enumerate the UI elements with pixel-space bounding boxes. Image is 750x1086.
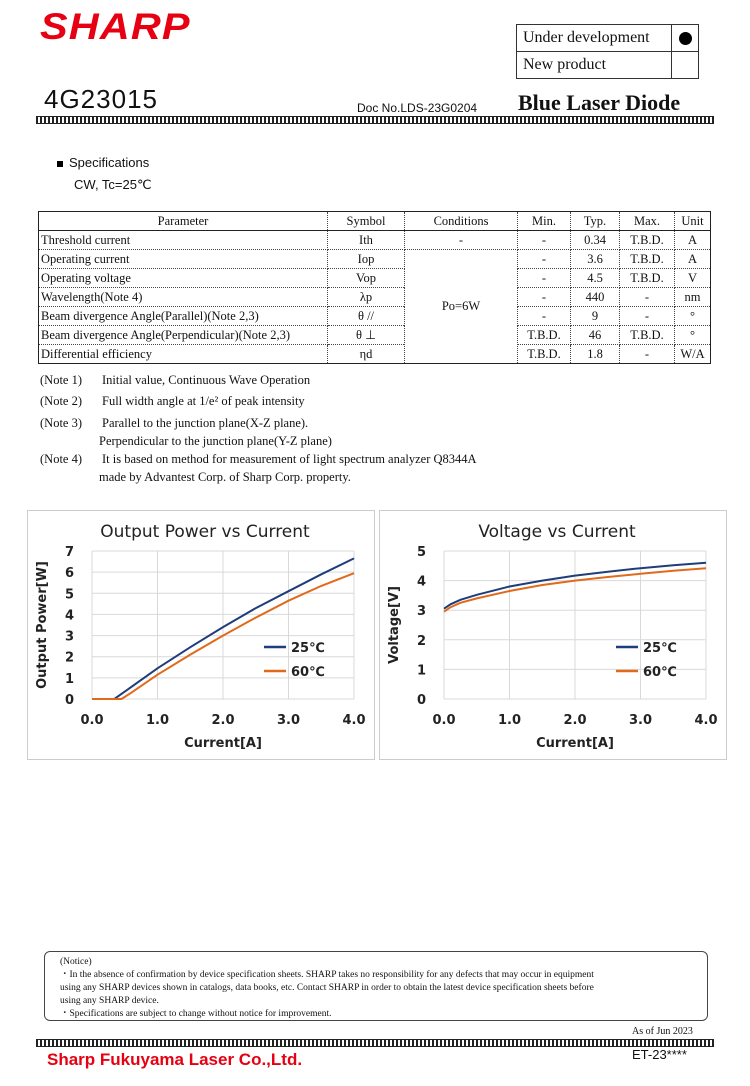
filled-circle-icon [679, 32, 692, 45]
max-cell: T.B.D. [620, 231, 675, 250]
notice-line: ・In the absence of confirmation by device specification sheets. SHARP takes no responsibility for any defects that may occur in equipment [60, 970, 594, 980]
typ-cell: 1.8 [571, 345, 620, 364]
typ-cell: 4.5 [571, 269, 620, 288]
x-tick-label: 1.0 [145, 713, 170, 728]
max-cell: - [620, 288, 675, 307]
y-axis-label: Voltage[V] [387, 586, 402, 664]
x-tick-label: 0.0 [432, 713, 456, 728]
y-tick-label: 4 [64, 608, 74, 624]
y-tick-label: 1 [416, 663, 426, 679]
min-cell: - [518, 307, 571, 326]
notice-line: ・Specifications are subject to change without notice for improvement. [60, 1009, 332, 1019]
note-1: (Note 1) Initial value, Continuous Wave Operation [40, 373, 311, 387]
y-tick-label: 3 [416, 604, 426, 620]
voltage-chart [379, 510, 727, 760]
notice-line: using any SHARP device. [60, 996, 159, 1006]
param-cell: Beam divergence Angle(Parallel)(Note 2,3) [39, 307, 328, 326]
status-row-under-development [517, 25, 699, 52]
legend-label: 60℃ [643, 665, 677, 680]
param-cell: Beam divergence Angle(Perpendicular)(Note 2,3) [39, 326, 328, 345]
symbol-cell: λp [328, 288, 405, 307]
y-tick-label: 5 [416, 545, 426, 560]
note-4-line-2: made by Advantest Corp. of Sharp Corp. property. [99, 470, 351, 484]
max-cell: T.B.D. [620, 326, 675, 345]
note-3: (Note 3) Parallel to the junction plane(X-Z plane). [40, 416, 309, 430]
table-row [39, 307, 711, 326]
table-row [39, 288, 711, 307]
x-tick-label: 4.0 [342, 713, 366, 728]
symbol-cell: θ ⊥ [328, 326, 405, 345]
unit-cell: W/A [675, 345, 711, 364]
notice-line: using any SHARP devices shown in catalogs, data books, etc. Contact SHARP in order to obtain the latest device specification sheets before [60, 983, 594, 993]
status-label: Under development [517, 25, 672, 52]
spec-table [38, 211, 711, 364]
status-row-new-product [517, 52, 699, 79]
unit-cell: A [675, 250, 711, 269]
model-number: 4G23015 [44, 84, 158, 114]
footer-code: ET-23**** [632, 1047, 687, 1062]
output-power-chart [27, 510, 375, 760]
symbol-cell: ηd [328, 345, 405, 364]
status-label: New product [517, 52, 672, 79]
min-cell: - [518, 288, 571, 307]
typ-cell: 9 [571, 307, 620, 326]
header-divider [36, 116, 714, 124]
y-tick-label: 2 [416, 633, 426, 649]
y-tick-label: 4 [416, 574, 426, 590]
col-header: Min. [518, 212, 571, 231]
col-header: Typ. [571, 212, 620, 231]
max-cell: T.B.D. [620, 269, 675, 288]
x-tick-label: 0.0 [80, 713, 104, 728]
chart-title: Voltage vs Current [478, 522, 636, 542]
legend-label: 25℃ [291, 641, 325, 656]
symbol-cell: θ // [328, 307, 405, 326]
sharp-logo: SHARP [40, 6, 191, 47]
unit-cell: ° [675, 307, 711, 326]
symbol-cell: Iop [328, 250, 405, 269]
col-header: Conditions [405, 212, 518, 231]
symbol-cell: Vop [328, 269, 405, 288]
col-header: Parameter [39, 212, 328, 231]
table-row [39, 345, 711, 364]
col-header: Max. [620, 212, 675, 231]
chart-title: Output Power vs Current [100, 522, 310, 542]
notice-title: (Notice) [60, 957, 92, 967]
x-tick-label: 2.0 [211, 713, 235, 728]
min-cell: - [518, 250, 571, 269]
col-header: Symbol [328, 212, 405, 231]
y-tick-label: 0 [416, 693, 426, 708]
note-4: (Note 4) It is based on method for measurement of light spectrum analyzer Q8344A [40, 452, 477, 466]
doc-number: Doc No.LDS-23G0204 [357, 101, 478, 115]
y-tick-label: 3 [64, 629, 74, 645]
notes [40, 371, 477, 486]
legend-label: 60℃ [291, 665, 325, 680]
unit-cell: V [675, 269, 711, 288]
min-cell: T.B.D. [518, 326, 571, 345]
note-3-line-2: Perpendicular to the junction plane(Y-Z plane) [99, 434, 332, 448]
company-name: Sharp Fukuyama Laser Co.,Ltd. [47, 1050, 303, 1069]
spec-header-row [39, 212, 711, 231]
note-2: (Note 2) Full width angle at 1/e² of peak intensity [40, 394, 305, 408]
max-cell: - [620, 307, 675, 326]
y-tick-label: 6 [64, 566, 74, 582]
condition-cell-shared: Po=6W [405, 250, 518, 364]
table-row [39, 231, 711, 250]
typ-cell: 0.34 [571, 231, 620, 250]
param-cell: Threshold current [39, 231, 328, 250]
param-cell: Differential efficiency [39, 345, 328, 364]
y-tick-label: 7 [64, 545, 74, 560]
y-tick-label: 2 [64, 650, 74, 666]
unit-cell: ° [675, 326, 711, 345]
param-cell: Operating voltage [39, 269, 328, 288]
condition-cell: - [405, 231, 518, 250]
unit-cell: A [675, 231, 711, 250]
table-row [39, 326, 711, 345]
max-cell: - [620, 345, 675, 364]
legend-label: 25℃ [643, 641, 677, 656]
x-tick-label: 4.0 [694, 713, 718, 728]
x-tick-label: 3.0 [276, 713, 301, 728]
x-tick-label: 2.0 [563, 713, 587, 728]
footer-divider [36, 1039, 714, 1047]
y-tick-label: 5 [64, 587, 74, 603]
min-cell: - [518, 231, 571, 250]
typ-cell: 46 [571, 326, 620, 345]
min-cell: T.B.D. [518, 345, 571, 364]
x-axis-label: Current[A] [184, 736, 262, 751]
product-title: Blue Laser Diode [518, 90, 681, 115]
spec-condition: CW, Tc=25℃ [74, 177, 152, 192]
y-tick-label: 0 [64, 693, 74, 708]
typ-cell: 440 [571, 288, 620, 307]
notice-box [44, 951, 708, 1021]
max-cell: T.B.D. [620, 250, 675, 269]
symbol-cell: Ith [328, 231, 405, 250]
y-tick-label: 1 [64, 671, 74, 687]
x-tick-label: 3.0 [628, 713, 653, 728]
col-header: Unit [675, 212, 711, 231]
status-mark [672, 25, 699, 52]
status-mark [672, 52, 699, 79]
param-cell: Operating current [39, 250, 328, 269]
x-axis-label: Current[A] [536, 736, 614, 751]
status-box [516, 24, 699, 79]
as-of-date: As of Jun 2023 [632, 1026, 693, 1037]
x-tick-label: 1.0 [497, 713, 522, 728]
typ-cell: 3.6 [571, 250, 620, 269]
min-cell: - [518, 269, 571, 288]
bullet-square-icon [57, 161, 63, 167]
param-cell: Wavelength(Note 4) [39, 288, 328, 307]
y-axis-label: Output Power[W] [35, 561, 50, 689]
spec-heading: Specifications [57, 155, 149, 170]
table-row [39, 250, 711, 269]
unit-cell: nm [675, 288, 711, 307]
table-row [39, 269, 711, 288]
